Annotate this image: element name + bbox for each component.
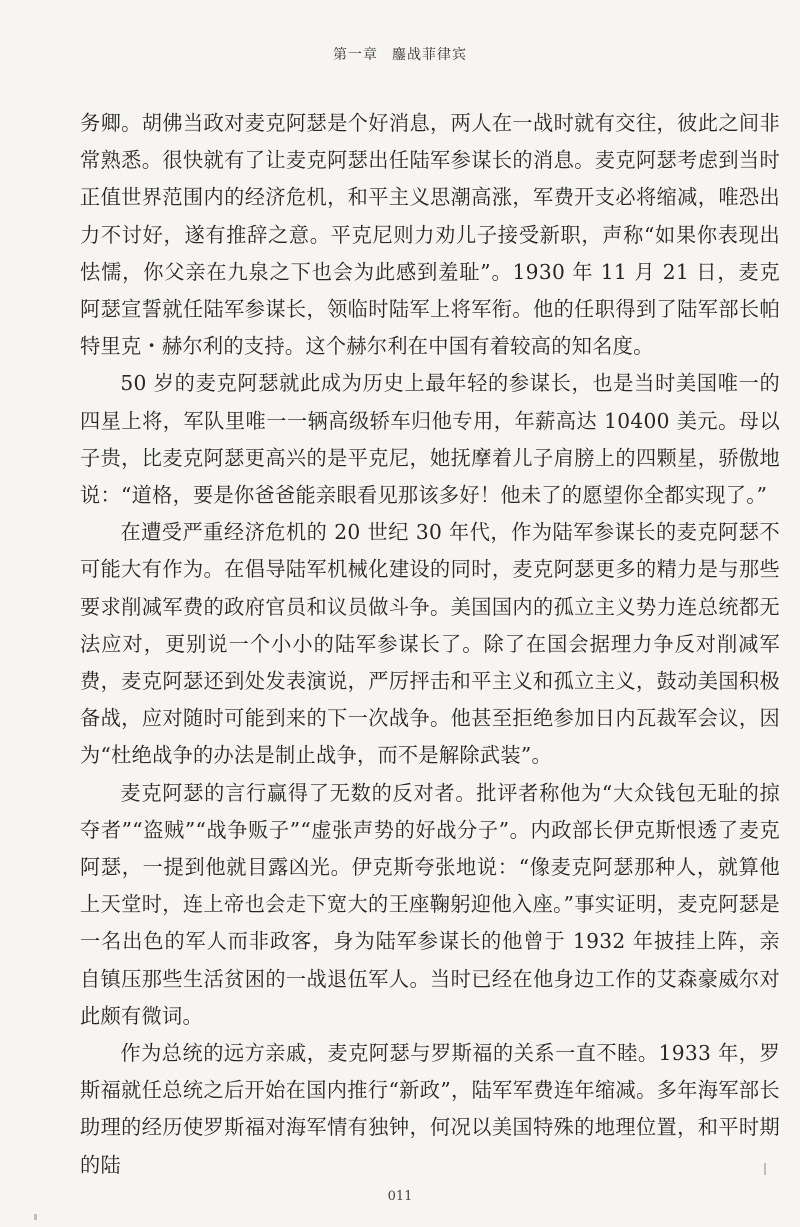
paragraph-1: 务卿。胡佛当政对麦克阿瑟是个好消息，两人在一战时就有交往，彼此之间非常熟悉。很快就有了让麦克阿瑟出任陆军参谋长的消息。麦克阿瑟考虑到当时正值世界范围内的经济危机，和平主义思潮高涨，军费开支必将缩减，唯恐出力不讨好，遂有推辞之意。平克尼则力劝儿子接受新职，声称“如果你表现出怯懦，你父亲在九泉之下也会为此感到羞耻”。1930 年 11 月 21 日，麦克阿瑟宣誓就任陆军参谋长，领临时陆军上将军衔。他的任职得到了陆军部长帕特里克・赫尔利的支持。这个赫尔利在中国有着较高的知名度。 <box>80 111 780 359</box>
scan-mark <box>34 1214 37 1220</box>
scan-mark <box>764 1163 766 1175</box>
page-number: 011 <box>387 1189 413 1204</box>
running-header <box>0 44 800 64</box>
paragraph-5: 作为总统的远方亲戚，麦克阿瑟与罗斯福的关系一直不睦。1933 年，罗斯福就任总统之后开始在国内推行“新政”，陆军军费连年缩减。多年海军部长助理的经历使罗斯福对海军情有独钟，何况以美国特殊的地理位置，和平时期的陆 <box>80 1041 780 1177</box>
chapter-number: 第一章 <box>333 47 378 63</box>
paragraph-2: 50 岁的麦克阿瑟就此成为历史上最年轻的参谋长，也是当时美国唯一的四星上将，军队里唯一一辆高级轿车归他专用，年薪高达 10400 美元。母以子贵，比麦克阿瑟更高兴的是平克尼，她抚摩着儿子肩膀上的四颗星，骄傲地说：“道格，要是你爸爸能亲眼看见那该多好！他未了的愿望你全都实现了。” <box>80 371 780 508</box>
paragraph-3: 在遭受严重经济危机的 20 世纪 30 年代，作为陆军参谋长的麦克阿瑟不可能大有作为。在倡导陆军机械化建设的同时，麦克阿瑟更多的精力是与那些要求削减军费的政府官员和议员做斗争。美国国内的孤立主义势力连总统都无法应对，更别说一个小小的陆军参谋长了。除了在国会据理力争反对削减军费，麦克阿瑟还到处发表演说，严厉抨击和平主义和孤立主义，鼓动美国积极备战，应对随时可能到来的下一次战争。他甚至拒绝参加日内瓦裁军会议，因为“杜绝战争的办法是制止战争，而不是解除武装”。 <box>80 520 780 768</box>
body-text <box>80 105 780 1184</box>
paragraph-4: 麦克阿瑟的言行赢得了无数的反对者。批评者称他为“大众钱包无耻的掠夺者”“盗贼”“战争贩子”“虚张声势的好战分子”。内政部长伊克斯恨透了麦克阿瑟，一提到他就目露凶光。伊克斯夸张地说：“像麦克阿瑟那种人，就算他上天堂时，连上帝也会走下宽大的王座鞠躬迎他入座。”事实证明，麦克阿瑟是一名出色的军人而非政客，身为陆军参谋长的他曾于 1932 年披挂上阵，亲自镇压那些生活贫困的一战退伍军人。当时已经在他身边工作的艾森豪威尔对此颇有微词。 <box>80 780 780 1028</box>
chapter-title: 鏖战菲律宾 <box>392 47 467 63</box>
